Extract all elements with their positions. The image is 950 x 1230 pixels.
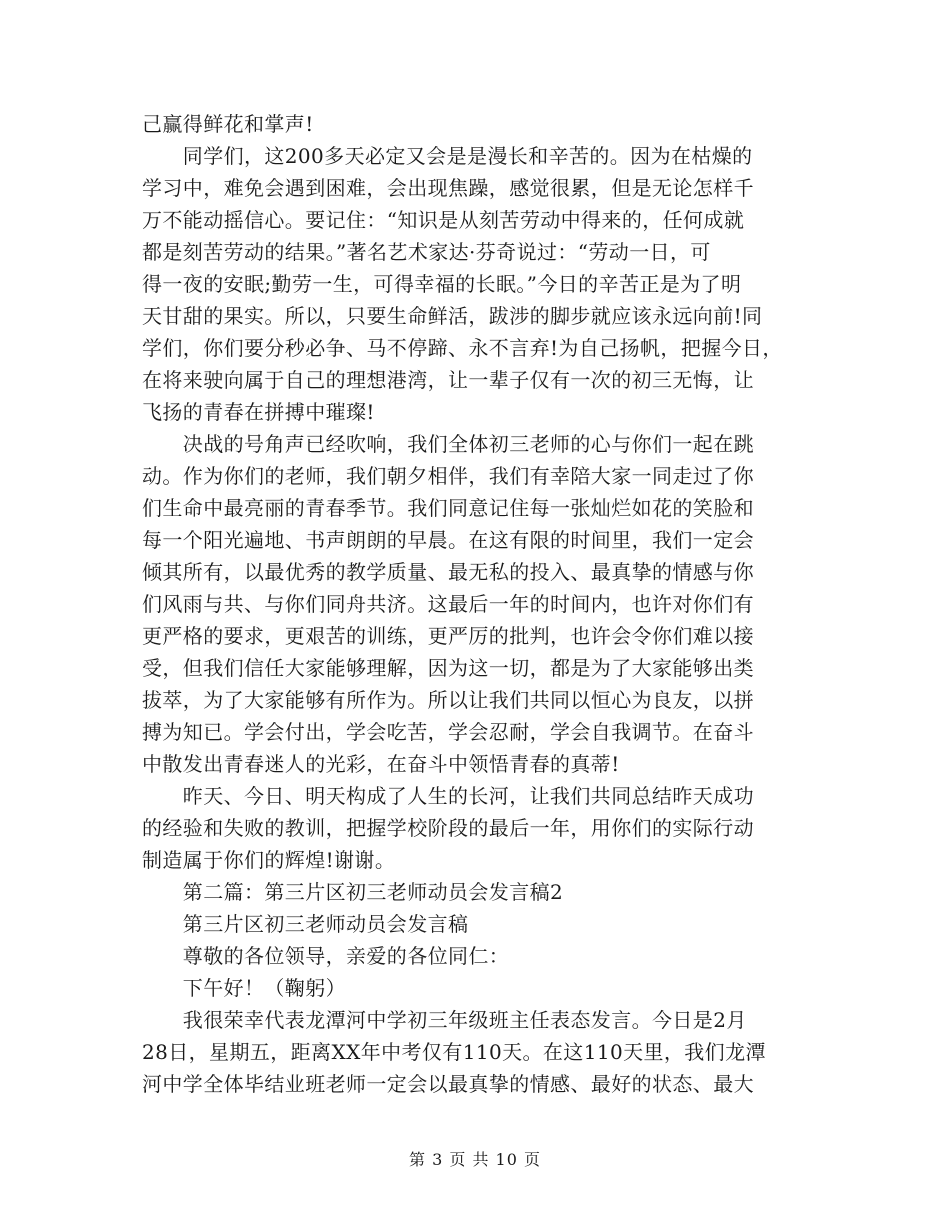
document-body xyxy=(142,108,822,1100)
text-line: 中散发出青春迷人的光彩，在奋斗中领悟青春的真蒂! xyxy=(142,752,620,776)
text-line: 第三片区初三老师动员会发言稿 xyxy=(142,912,469,936)
text-line: 倾其所有，以最优秀的教学质量、最无私的投入、最真挚的情感与你 xyxy=(142,560,754,584)
text-line: 动。作为你们的老师，我们朝夕相伴，我们有幸陪大家一同走过了你 xyxy=(142,464,754,488)
text-line: 天甘甜的果实。所以，只要生命鲜活，跋涉的脚步就应该永远向前!同 xyxy=(142,304,763,328)
text-line: 学们，你们要分秒必争、马不停蹄、永不言弃!为自己扬帆，把握今日， xyxy=(142,336,783,360)
text-line: 第二篇：第三片区初三老师动员会发言稿2 xyxy=(142,880,564,904)
text-line: 拔萃，为了大家能够有所作为。所以让我们共同以恒心为良友，以拼 xyxy=(142,688,754,712)
text-line: 我很荣幸代表龙潭河中学初三年级班主任表态发言。今日是2月 xyxy=(142,1008,747,1032)
text-line: 更严格的要求，更艰苦的训练，更严厉的批判，也许会令你们难以接 xyxy=(142,624,754,648)
text-line: 下午好！（鞠躬） xyxy=(142,976,346,1000)
text-line: 学习中，难免会遇到困难，会出现焦躁，感觉很累，但是无论怎样千 xyxy=(142,176,754,200)
text-line: 万不能动摇信心。要记住：“知识是从刻苦劳动中得来的，任何成就 xyxy=(142,208,745,232)
text-line: 得一夜的安眠;勤劳一生，可得幸福的长眠。”今日的辛苦正是为了明 xyxy=(142,272,742,296)
text-line: 昨天、今日、明天构成了人生的长河，让我们共同总结昨天成功 xyxy=(142,784,754,808)
text-line: 都是刻苦劳动的结果。”著名艺术家达·芬奇说过：“劳动一日，可 xyxy=(142,240,711,264)
text-line: 28日，星期五，距离XX年中考仅有110天。在这110天里，我们龙潭 xyxy=(142,1040,766,1064)
text-line: 每一个阳光遍地、书声朗朗的早晨。在这有限的时间里，我们一定会 xyxy=(142,528,754,552)
text-line: 的经验和失败的教训，把握学校阶段的最后一年，用你们的实际行动 xyxy=(142,816,754,840)
text-line: 己赢得鲜花和掌声! xyxy=(142,112,314,136)
text-line: 尊敬的各位领导，亲爱的各位同仁： xyxy=(142,944,510,968)
text-line: 搏为知已。学会付出，学会吃苦，学会忍耐，学会自我调节。在奋斗 xyxy=(142,720,754,744)
text-line: 在将来驶向属于自己的理想港湾，让一辈子仅有一次的初三无悔，让 xyxy=(142,368,754,392)
text-line: 同学们，这200多天必定又会是是漫长和辛苦的。因为在枯燥的 xyxy=(142,144,753,168)
text-line: 们风雨与共、与你们同舟共济。这最后一年的时间内，也许对你们有 xyxy=(142,592,754,616)
text-line: 飞扬的青春在拼搏中璀璨! xyxy=(142,400,375,424)
text-line: 们生命中最亮丽的青春季节。我们同意记住每一张灿烂如花的笑脸和 xyxy=(142,496,754,520)
text-line: 受，但我们信任大家能够理解，因为这一切，都是为了大家能够出类 xyxy=(142,656,754,680)
text-line: 制造属于你们的辉煌!谢谢。 xyxy=(142,848,396,872)
text-line: 河中学全体毕结业班老师一定会以最真挚的情感、最好的状态、最大 xyxy=(142,1072,754,1096)
text-line: 决战的号角声已经吹响，我们全体初三老师的心与你们一起在跳 xyxy=(142,432,754,456)
page-footer: 第 3 页 共 10 页 xyxy=(409,1150,541,1169)
